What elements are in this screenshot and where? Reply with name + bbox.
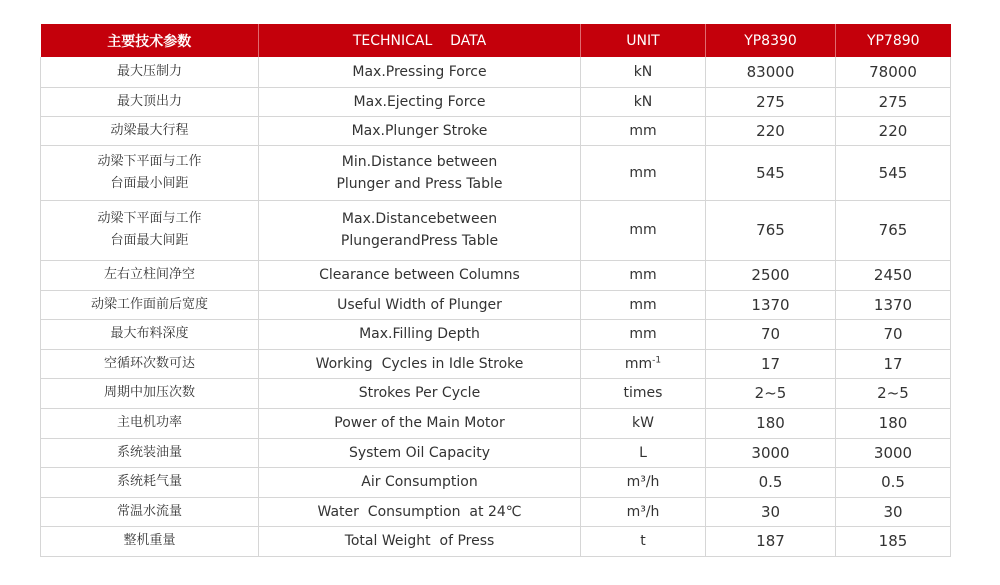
value-model-b: 2450 [836, 260, 951, 290]
param-en-line: Strokes Per Cycle [358, 385, 481, 401]
param-en-line: Max.Plunger Stroke [351, 122, 488, 139]
param-zh-line: 动梁下平面与工作 [97, 153, 202, 169]
param-en-cell [259, 319, 581, 349]
unit-text: t [640, 533, 646, 549]
table-row [41, 467, 951, 497]
unit-cell [581, 116, 706, 145]
param-en-line: Clearance between Columns [319, 267, 520, 283]
param-en-line: Max.Ejecting Force [353, 93, 486, 110]
param-en-cell [259, 290, 581, 319]
value-model-a: 765 [706, 200, 836, 260]
param-en-cell [259, 467, 581, 497]
param-en-cell [259, 349, 581, 378]
value-model-b: 185 [836, 526, 951, 556]
unit-text: mm [624, 355, 653, 372]
table-row [41, 526, 951, 556]
value-model-a: 275 [706, 87, 836, 116]
param-en-line: Plunger and Press Table [336, 175, 503, 192]
param-zh-line: 整机重量 [123, 533, 176, 548]
unit-cell [581, 319, 706, 349]
value-model-b: 30 [836, 497, 951, 526]
unit-text: mm [629, 267, 657, 283]
unit-text: mm [629, 122, 657, 139]
value-model-b: 275 [836, 87, 951, 116]
value-model-a: 2~5 [706, 378, 836, 408]
table-row [41, 145, 951, 200]
unit-text: mm [629, 222, 657, 238]
param-en-cell [259, 408, 581, 438]
param-zh-cell [41, 200, 259, 260]
param-zh-cell [41, 145, 259, 200]
param-zh-cell [41, 378, 259, 408]
value-model-a: 0.5 [706, 467, 836, 497]
unit-text: m³/h [626, 474, 660, 490]
param-zh-cell [41, 349, 259, 378]
param-zh-line: 最大布料深度 [110, 326, 189, 341]
param-zh-line: 周期中加压次数 [103, 385, 195, 400]
param-zh-cell [41, 497, 259, 526]
unit-cell [581, 57, 706, 87]
table-row [41, 87, 951, 116]
unit-text: times [623, 385, 663, 401]
table-row [41, 349, 951, 378]
table-row [41, 319, 951, 349]
param-en-cell [259, 145, 581, 200]
unit-cell [581, 408, 706, 438]
table-row [41, 57, 951, 87]
unit-cell [581, 349, 706, 378]
value-model-a: 2500 [706, 260, 836, 290]
value-model-b: 765 [836, 200, 951, 260]
value-model-a: 70 [706, 319, 836, 349]
unit-cell [581, 378, 706, 408]
param-zh-line: 台面最大间距 [110, 233, 189, 248]
param-en-cell [259, 378, 581, 408]
param-en-line: Power of the Main Motor [334, 415, 505, 431]
value-model-a: 17 [706, 349, 836, 378]
table-row [41, 200, 951, 260]
value-model-a: 1370 [706, 290, 836, 319]
param-zh-line: 动梁工作面前后宽度 [90, 296, 208, 312]
unit-cell [581, 145, 706, 200]
param-en-cell [259, 116, 581, 145]
unit-cell [581, 497, 706, 526]
spec-table [40, 24, 951, 557]
param-en-line: PlungerandPress Table [340, 233, 499, 249]
param-zh-line: 空循环次数可达 [103, 355, 195, 371]
unit-cell [581, 467, 706, 497]
table-body [41, 57, 951, 556]
header-row [41, 24, 951, 57]
table-header [41, 24, 951, 57]
unit-cell [581, 260, 706, 290]
param-zh-cell [41, 116, 259, 145]
param-zh-cell [41, 319, 259, 349]
value-model-b: 220 [836, 116, 951, 145]
table-row [41, 408, 951, 438]
param-en-line: Total Weight of Press [344, 533, 495, 549]
param-en-line: Working Cycles in Idle Stroke [315, 355, 524, 372]
param-en-line: Useful Width of Plunger [337, 296, 502, 313]
table-row [41, 290, 951, 319]
value-model-b: 180 [836, 408, 951, 438]
unit-text: kN [633, 63, 653, 80]
param-en-cell [259, 260, 581, 290]
param-en-line: Max.Distancebetween [341, 211, 498, 227]
unit-text: mm [629, 296, 657, 313]
unit-text: mm [629, 326, 657, 342]
param-zh-line: 系统装油量 [116, 444, 182, 460]
param-zh-line: 动梁最大行程 [110, 122, 189, 138]
param-zh-cell [41, 526, 259, 556]
param-en-line: Min.Distance between [341, 153, 498, 170]
param-zh-cell [41, 57, 259, 87]
table-row [41, 116, 951, 145]
value-model-b: 0.5 [836, 467, 951, 497]
header-param-en: TECHNICAL DATA [259, 24, 581, 57]
param-zh-line: 系统耗气量 [116, 474, 182, 489]
param-en-cell [259, 57, 581, 87]
param-zh-cell [41, 260, 259, 290]
param-zh-cell [41, 438, 259, 467]
table-row [41, 438, 951, 467]
param-zh-line: 台面最小间距 [110, 175, 189, 191]
value-model-b: 545 [836, 145, 951, 200]
table-row [41, 378, 951, 408]
unit-text: kN [633, 93, 653, 110]
param-zh-line: 主电机功率 [116, 415, 182, 430]
value-model-b: 78000 [836, 57, 951, 87]
table-row [41, 497, 951, 526]
value-model-a: 187 [706, 526, 836, 556]
param-en-cell [259, 438, 581, 467]
value-model-b: 2~5 [836, 378, 951, 408]
param-en-cell [259, 87, 581, 116]
table-row [41, 260, 951, 290]
param-en-cell [259, 526, 581, 556]
param-en-line: Water Consumption at 24℃ [317, 503, 522, 520]
value-model-a: 30 [706, 497, 836, 526]
unit-cell [581, 438, 706, 467]
param-en-cell [259, 497, 581, 526]
header-param-zh: 主要技术参数 [41, 24, 259, 57]
param-en-line: Air Consumption [361, 474, 478, 490]
unit-cell [581, 87, 706, 116]
unit-cell [581, 200, 706, 260]
param-zh-line: 常温水流量 [116, 503, 182, 519]
param-en-cell [259, 200, 581, 260]
unit-text: kW [632, 415, 654, 431]
param-zh-cell [41, 467, 259, 497]
param-zh-cell [41, 87, 259, 116]
unit-superscript: -1 [652, 354, 662, 365]
value-model-b: 70 [836, 319, 951, 349]
unit-text: mm [629, 164, 657, 181]
param-en-line: System Oil Capacity [348, 444, 491, 461]
value-model-a: 180 [706, 408, 836, 438]
param-zh-cell [41, 408, 259, 438]
param-zh-cell [41, 290, 259, 319]
param-en-line: Max.Pressing Force [352, 63, 487, 80]
param-zh-line: 左右立柱间净空 [103, 267, 195, 282]
unit-text: m³/h [626, 503, 660, 520]
header-model-a: YP8390 [706, 24, 836, 57]
param-en-line: Max.Filling Depth [359, 326, 480, 342]
value-model-b: 17 [836, 349, 951, 378]
unit-cell [581, 526, 706, 556]
value-model-b: 1370 [836, 290, 951, 319]
value-model-a: 220 [706, 116, 836, 145]
unit-text: L [639, 444, 647, 461]
value-model-a: 83000 [706, 57, 836, 87]
param-zh-line: 最大顶出力 [116, 93, 182, 109]
unit-cell [581, 290, 706, 319]
value-model-b: 3000 [836, 438, 951, 467]
value-model-a: 3000 [706, 438, 836, 467]
param-zh-line: 动梁下平面与工作 [97, 211, 202, 226]
header-model-b: YP7890 [836, 24, 951, 57]
param-zh-line: 最大压制力 [116, 63, 182, 79]
value-model-a: 545 [706, 145, 836, 200]
header-unit: UNIT [581, 24, 706, 57]
